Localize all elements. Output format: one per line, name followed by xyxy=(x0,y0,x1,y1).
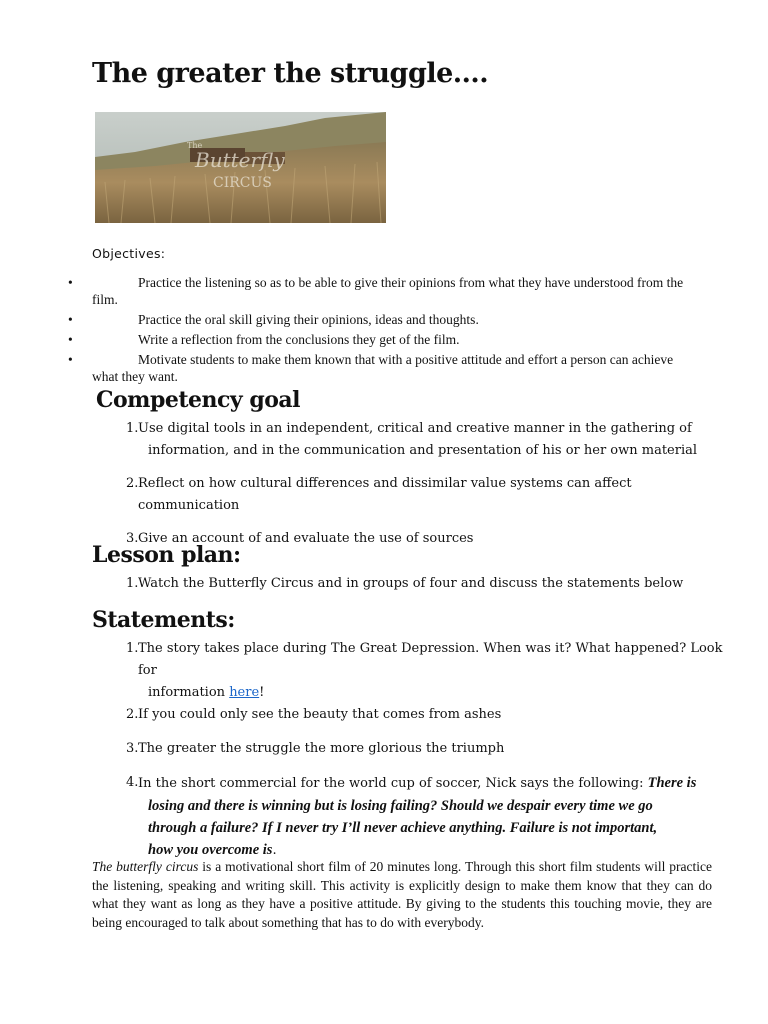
bullet-dot-icon: • xyxy=(68,352,73,367)
lesson-plan-list xyxy=(126,573,726,595)
item-number: 2. xyxy=(126,476,139,491)
statement-text-line1: The story takes place during The Great Depression. When was it? What happened? Look for xyxy=(138,641,723,678)
quote-end: . xyxy=(272,843,277,858)
summary-text: is a motivational short film of 20 minutes long. Through this short film students will practice the listening, speaking and writing skill. This activity is explicitly design to make them know that they can do what they want as long as they have a positive attitude. By giving to the students this touching movie, they are being encouraged to talk about something that has to do with everybody. xyxy=(92,859,712,930)
objective-text-line2: what they want. xyxy=(92,369,178,384)
statement-text-post: ! xyxy=(259,685,265,700)
film-title-italic: The butterfly circus xyxy=(92,859,199,874)
objective-text-line1: Motivate students to make them known that with a positive attitude and effort a person can achieve xyxy=(138,352,674,367)
bullet-dot-icon: • xyxy=(68,312,73,327)
objective-item xyxy=(68,274,718,308)
bullet-dot-icon: • xyxy=(68,332,73,347)
competency-item xyxy=(126,473,726,517)
overlay-text-butterfly: Butterfly xyxy=(195,148,285,172)
statement-text: If you could only see the beauty that comes from ashes xyxy=(138,707,502,722)
statements-list xyxy=(126,638,726,862)
statement-text: The greater the struggle the more glorious the triumph xyxy=(138,741,505,756)
competency-text-line1: Reflect on how cultural differences and dissimilar value systems can affect communication xyxy=(138,476,632,513)
objective-text-line2: film. xyxy=(92,292,118,307)
butterfly-circus-still xyxy=(95,112,386,223)
statement-text-line2 xyxy=(138,682,726,704)
statement-item xyxy=(126,638,726,704)
objectives-label: Objectives: xyxy=(92,246,166,261)
quote-line3: through a failure? If I never try I’ll never achieve anything. Failure is not important, xyxy=(148,820,658,836)
film-still-image xyxy=(95,112,386,223)
statement-item xyxy=(126,772,726,862)
page-title: The greater the struggle…. xyxy=(92,58,489,89)
objective-item xyxy=(68,351,718,385)
objective-item xyxy=(68,311,718,328)
statement-item xyxy=(126,738,726,760)
statements-heading: Statements: xyxy=(92,607,235,633)
item-number: 3. xyxy=(126,741,139,756)
lesson-item xyxy=(126,573,726,595)
here-link[interactable]: here xyxy=(229,685,260,700)
bullet-dot-icon: • xyxy=(68,275,73,290)
competency-text-line2: information, and in the communication and presentation of his or her own material xyxy=(148,443,698,458)
statement-text-pre: information xyxy=(148,685,230,700)
quote-line1: There is xyxy=(647,775,697,791)
item-number: 1. xyxy=(126,421,139,436)
item-number: 4. xyxy=(126,775,139,790)
item-number: 2. xyxy=(126,707,139,722)
statement-item xyxy=(126,704,726,726)
item-number: 1. xyxy=(126,641,139,656)
objective-item xyxy=(68,331,718,348)
quote-line4-text: how you overcome is xyxy=(148,842,273,858)
objective-text-line1: Write a reflection from the conclusions they get of the film. xyxy=(138,332,460,347)
objective-text-line1: Practice the listening so as to be able to give their opinions from what they have understood from the xyxy=(138,275,684,290)
summary-paragraph xyxy=(92,858,712,932)
lesson-text: Watch the Butterfly Circus and in groups of four and discuss the statements below xyxy=(138,576,684,591)
competency-item xyxy=(126,418,726,462)
competency-list xyxy=(126,418,726,550)
lesson-plan-heading: Lesson plan: xyxy=(92,542,241,568)
objectives-list xyxy=(68,274,718,388)
overlay-text-circus: CIRCUS xyxy=(213,175,272,191)
competency-heading: Competency goal xyxy=(96,387,301,413)
overlay-text-the: The xyxy=(187,141,203,150)
item-number: 3. xyxy=(126,531,139,546)
item-number: 1. xyxy=(126,576,139,591)
objective-text-line1: Practice the oral skill giving their opinions, ideas and thoughts. xyxy=(138,312,479,327)
statement-text-pre: In the short commercial for the world cup of soccer, Nick says the following: xyxy=(138,776,648,791)
competency-text-line1: Give an account of and evaluate the use of sources xyxy=(138,531,474,546)
quote-line2: losing and there is winning but is losing failing? Should we despair every time we go xyxy=(148,798,653,814)
competency-text-line1: Use digital tools in an independent, critical and creative manner in the gathering of xyxy=(138,421,692,436)
